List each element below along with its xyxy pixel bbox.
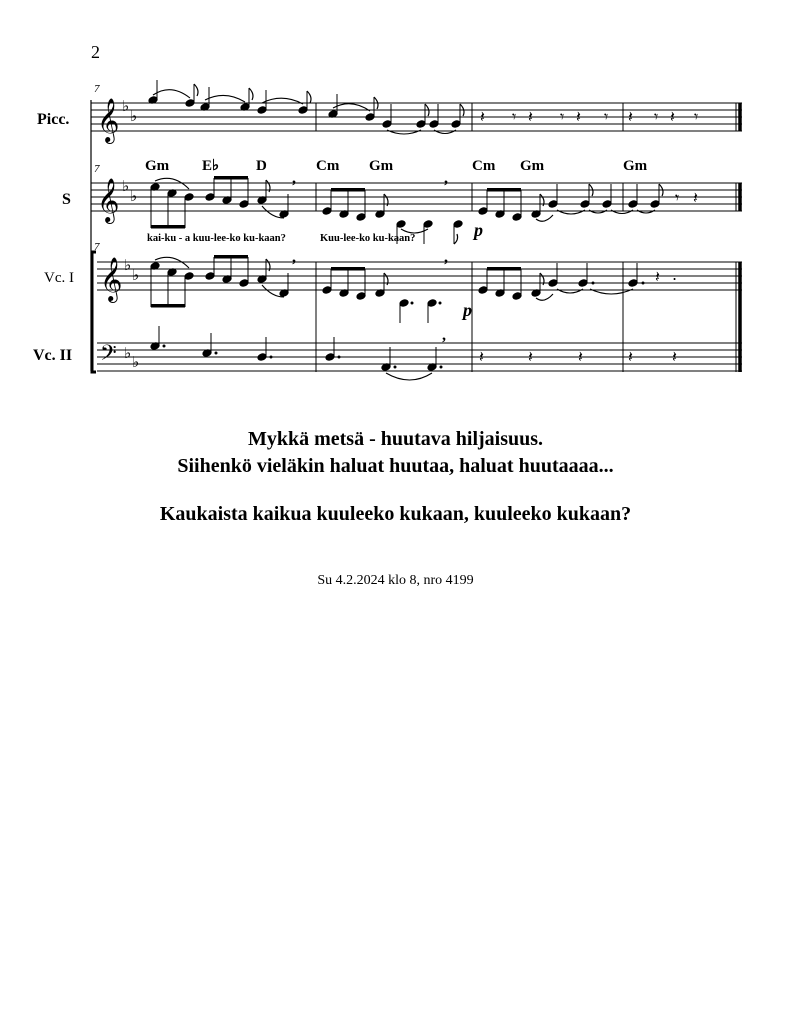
chord-symbols — [145, 158, 648, 174]
chord-symbol: Gm — [520, 158, 545, 174]
breath-mark-icon: , — [292, 249, 296, 266]
treble-clef-icon: 𝄞 — [97, 178, 120, 222]
staff-cello-2 — [97, 326, 742, 380]
svg-text:𝄾: 𝄾 — [604, 107, 609, 126]
staff-label-soprano: S — [62, 191, 71, 208]
staff-soprano — [91, 170, 742, 244]
svg-text:𝄽: 𝄽 — [576, 107, 581, 126]
svg-text:𝄽: 𝄽 — [693, 188, 698, 207]
chord-symbol: D — [256, 158, 267, 174]
bass-clef-icon: 𝄢 — [100, 341, 117, 371]
flat-icon: ♭ — [122, 97, 130, 115]
lyric-line: Kuu-lee-ko ku-kaan? — [320, 233, 416, 244]
staff-label-cello-2: Vc. II — [33, 347, 73, 364]
staff-label-piccolo: Picc. — [37, 111, 70, 128]
svg-text:𝄽: 𝄽 — [655, 267, 660, 286]
svg-text:𝄽: 𝄽 — [528, 347, 533, 366]
flat-icon: ♭ — [130, 107, 138, 125]
measure-number-vc1: 7 — [94, 241, 100, 253]
breath-mark-icon: , — [442, 327, 446, 344]
breath-mark-icon: , — [444, 170, 448, 187]
svg-text:𝄽: 𝄽 — [480, 107, 485, 126]
svg-text:𝄽: 𝄽 — [578, 347, 583, 366]
svg-text:𝄽: 𝄽 — [479, 347, 484, 366]
measure-number-s: 7 — [94, 163, 100, 175]
svg-text:𝄽: 𝄽 — [628, 347, 633, 366]
flat-icon: ♭ — [122, 177, 130, 195]
verse-line: Kaukaista kaikua kuuleeko kukaan, kuuleeko kukaan? — [159, 503, 632, 525]
svg-text:𝄽: 𝄽 — [672, 347, 677, 366]
breath-mark-icon: , — [292, 170, 296, 187]
breath-mark-icon: , — [444, 249, 448, 266]
svg-text:𝄾: 𝄾 — [675, 188, 680, 207]
svg-text:𝄽: 𝄽 — [528, 107, 533, 126]
flat-icon: ♭ — [132, 353, 140, 371]
staff-piccolo — [91, 80, 742, 144]
treble-clef-icon: 𝄞 — [100, 257, 123, 301]
svg-text:𝄾: 𝄾 — [694, 107, 699, 126]
svg-text:𝄾: 𝄾 — [560, 107, 565, 126]
footer-date-info: Su 4.2.2024 klo 8, nro 4199 — [317, 573, 474, 588]
chord-symbol: Cm — [316, 158, 340, 174]
treble-clef-icon: 𝄞 — [97, 98, 120, 142]
svg-text:𝄽: 𝄽 — [628, 107, 633, 126]
svg-text:𝄽: 𝄽 — [670, 107, 675, 126]
svg-text:𝄾: 𝄾 — [654, 107, 659, 126]
svg-text:𝄾: 𝄾 — [512, 107, 517, 126]
music-score-system — [0, 0, 791, 400]
verse-line: Mykkä metsä - huutava hiljaisuus. — [247, 428, 544, 450]
system-bracket — [91, 100, 96, 372]
verse-line: Siihenkö vieläkin haluat huutaa, haluat huutaaaa... — [177, 455, 614, 477]
flat-icon: ♭ — [124, 344, 132, 362]
chord-symbol: Cm — [472, 158, 496, 174]
chord-symbol: E♭ — [202, 158, 220, 174]
dynamic-marking: p — [463, 300, 472, 320]
flat-icon: ♭ — [130, 187, 138, 205]
page-number: 2 — [91, 42, 100, 62]
cello-1-notes — [150, 255, 645, 323]
chord-symbol: Gm — [369, 158, 394, 174]
dynamic-marking: p — [474, 220, 483, 240]
chord-symbol: Gm — [623, 158, 648, 174]
staff-label-cello-1: Vc. I — [44, 270, 74, 286]
flat-icon: ♭ — [124, 256, 132, 274]
svg-text:.: . — [672, 265, 678, 284]
piccolo-notes — [148, 80, 464, 128]
measure-number-picc: 7 — [94, 83, 100, 95]
flat-icon: ♭ — [132, 266, 140, 284]
staff-cello-1 — [97, 249, 742, 372]
chord-symbol: Gm — [145, 158, 170, 174]
lyric-line: kai-ku - a kuu-lee-ko ku-kaan? — [147, 233, 286, 244]
